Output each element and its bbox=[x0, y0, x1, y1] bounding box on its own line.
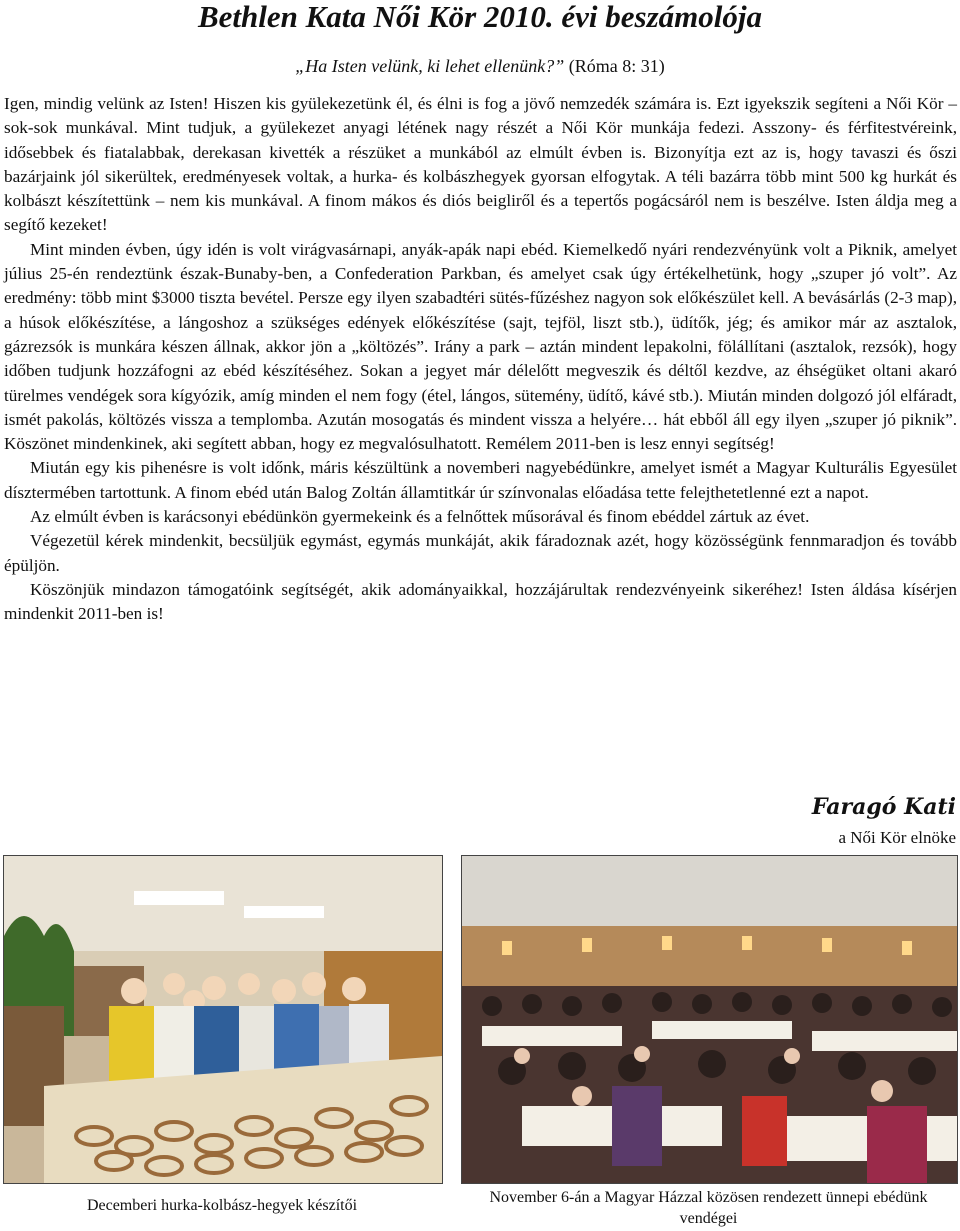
paragraph: Köszönjük mindazon támogatóink segítségét, akik adományaikkal, hozzájárultak rendezvényeink sikeréhez! Isten áldása kísérjen mindenkit 2011-ben is! bbox=[4, 579, 957, 624]
paragraph: Végezetül kérek mindenkit, becsüljük egymást, egymás munkáját, akik fáradoznak azét, hogy közösségünk fennmaradjon és tovább épüljön. bbox=[4, 531, 957, 575]
paragraph: Igen, mindig velünk az Isten! Hiszen kis gyülekezetünk él, és élni is fog a jövő nemzedék számára is. Ezt igyekszik segíteni a Női Kör – sok-sok munkával. Mint tudjuk, a gyülekezet anyagi létének nagy részét a Női Kör munkája fedezi. Asszony- és férfitestvéreink, idősebbek és fiatalabbak, derekasan kivették a részüket a munkából az elmúlt évben is. Bizonyítja ezt az is, hogy tavaszi és őszi bazárjaink jól sikerültek, eredményesek voltak, a hurka- és kolbászhegyek gyorsan elfogytak. A téli bazárra több mint 500 kg hurkát és kolbászt készítettünk – nem kis munkával. A finom mákos és diós beigliről és a tepertős pogácsáról nem is beszélve. Isten áldja meg a segítő kezeket! bbox=[4, 94, 957, 235]
paragraph: Miután egy kis pihenésre is volt időnk, máris készültünk a novemberi nagyebédünkre, amelyet ismét a Magyar Kulturális Egyesület dísztermében tartottunk. A finom ebéd után Balog Zoltán államtitkár úr színvonalas előadása tette felejthetetlenné ezt a napot. bbox=[4, 458, 957, 502]
paragraph: Az elmúlt évben is karácsonyi ebédünkön gyermekeink és a felnőttek műsorával és finom ebéddel zártuk az évet. bbox=[30, 507, 810, 527]
motto-quote: „Ha Isten velünk, ki lehet ellenünk?” bbox=[295, 56, 565, 76]
motto bbox=[0, 54, 960, 78]
paragraph: Mint minden évben, úgy idén is volt virágvasárnapi, anyák-apák napi ebéd. Kiemelkedő nyári rendezvényünk volt a Piknik, amelyet július 25-én rendeztünk észak-Bunaby-ben, a Confederation Parkban, és amelyet csak úgy értékelhetünk, hogy „szuper jó volt”. Az eredmény: több mint $3000 tiszta bevétel. Persze egy ilyen szabadtéri sütés-fűzéshez nagyon sok előkészület kell. A bevásárlás (2-3 map), a húsok előkészítése, a lángoshoz a szükséges edények előkészítése (sajt, tejföl, liszt stb.), üdítők, jég; és amikor már az asztalok, gázrezsók is munkára készen állnak, akkor jön a „költözés”. Irány a park – aztán mindent lepakolni, fölállítani (asztalok, rezsók), hogy időben tudjunk hozzáfogni az ebéd készítéséhez. Sokan a jegyet már délelőtt megveszik és déltől kezdve, az éhségüket oltani akaró türelmes vendégek sora kígyózik, amíg minden el nem fogy (étel, lángos, sütemény, üdítő, kávé stb.). Miután minden dolgozó jól elfáradt, ismét pakolás, költözés vissza a templomba. Azután mosogatás és mindent vissza a helyére… hát ebből áll egy ilyen „szuper jó piknik”. Köszönet mindenkinek, aki segített abban, hogy ez megvalósulhatott. Remélem 2011-ben is lesz ennyi segítség! bbox=[4, 239, 957, 454]
photo-caption-right: November 6-án a Magyar Házzal közösen rendezett ünnepi ebédünk vendégei bbox=[489, 1189, 928, 1227]
kitchen-group-photo bbox=[3, 855, 443, 1184]
signature-name: Faragó Kati bbox=[811, 794, 956, 820]
page-title: Bethlen Kata Női Kör 2010. évi beszámolója bbox=[197, 0, 763, 34]
motto-reference: (Róma 8: 31) bbox=[568, 56, 665, 76]
photo-caption-left: Decemberi hurka-kolbász-hegyek készítői bbox=[86, 1197, 358, 1214]
signature-role: a Női Kör elnöke bbox=[838, 828, 956, 847]
banquet-hall-photo bbox=[461, 855, 958, 1184]
report-body bbox=[4, 92, 957, 627]
